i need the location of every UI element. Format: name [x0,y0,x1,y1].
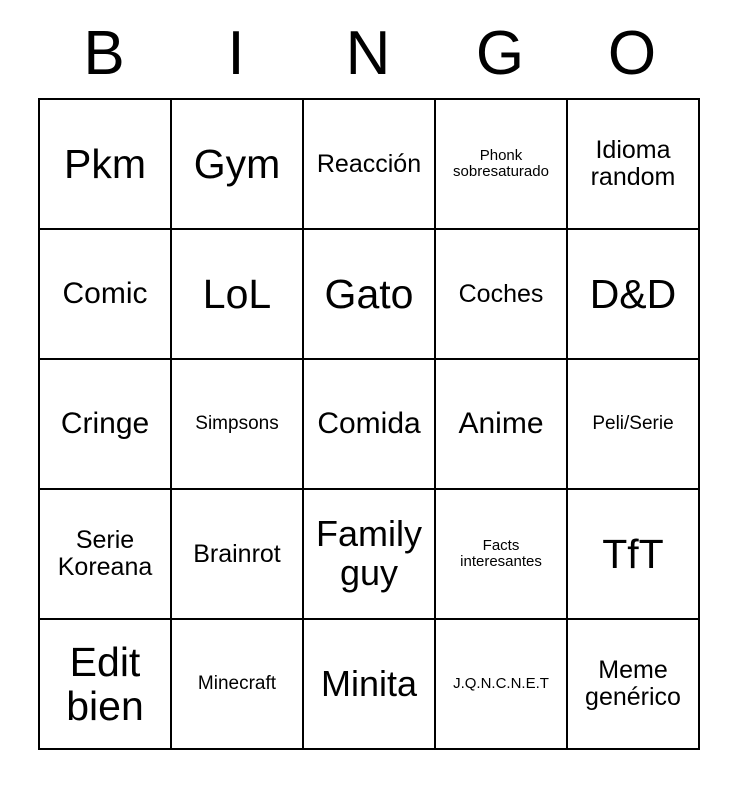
bingo-cell-label: Comida [317,406,421,440]
bingo-cell-r4c2[interactable] [172,490,304,620]
bingo-cell-label: Coches [458,279,544,308]
bingo-cell-label: Comic [62,276,148,310]
bingo-cell-r1c4[interactable] [436,100,568,230]
bingo-cell-r3c5[interactable] [568,360,700,490]
bingo-cell-label: Simpsons [195,412,279,434]
bingo-cell-r4c1[interactable] [40,490,172,620]
bingo-cell-r2c1[interactable] [40,230,172,360]
bingo-cell-label: TfT [602,530,664,577]
header-letter-o: O [607,19,657,88]
bingo-cell-r4c4[interactable] [436,490,568,620]
bingo-cell-label: Family guy [316,513,422,593]
bingo-header-row [38,10,698,98]
header-letter-i: I [227,19,245,88]
bingo-cell-r4c3[interactable] [304,490,436,620]
header-letter-g: G [475,19,525,88]
bingo-cell-r1c1[interactable] [40,100,172,230]
bingo-cell-r1c3[interactable] [304,100,436,230]
bingo-cell-label: Reacción [316,149,422,178]
bingo-grid [38,98,700,750]
bingo-cell-label: D&D [589,270,677,317]
bingo-cell-r5c1[interactable] [40,620,172,750]
bingo-cell-label: Brainrot [193,539,281,568]
bingo-cell-label: Minita [320,662,418,704]
bingo-cell-r4c5[interactable] [568,490,700,620]
bingo-cell-label: Gato [324,270,414,317]
bingo-cell-r3c2[interactable] [172,360,304,490]
bingo-cell-r1c5[interactable] [568,100,700,230]
bingo-cell-label: Serie Koreana [57,526,153,581]
bingo-cell-r5c5[interactable] [568,620,700,750]
header-letter-n: N [345,19,391,88]
bingo-cell-label: Peli/Serie [592,412,674,434]
header-letter-b: B [83,19,125,88]
bingo-cell-r5c3[interactable] [304,620,436,750]
bingo-cell-r3c4[interactable] [436,360,568,490]
bingo-cell-label: Anime [458,406,544,440]
bingo-cell-r5c2[interactable] [172,620,304,750]
bingo-cell-r3c1[interactable] [40,360,172,490]
bingo-cell-label: Pkm [64,140,146,187]
bingo-cell-label: Cringe [60,406,150,440]
bingo-cell-label: Facts interesantes [460,536,542,570]
bingo-cell-label: Idioma random [590,136,676,191]
bingo-cell-label: Meme genérico [585,656,681,711]
bingo-cell-label: Gym [193,140,281,187]
bingo-cell-label: Edit bien [66,638,144,729]
bingo-cell-label: Minecraft [197,672,277,694]
bingo-cell-label: J.Q.N.C.N.E.T [453,674,549,692]
bingo-cell-r2c3[interactable] [304,230,436,360]
bingo-cell-label: LoL [202,270,272,317]
bingo-cell-r1c2[interactable] [172,100,304,230]
bingo-cell-label: Phonk sobresaturado [453,146,549,180]
bingo-cell-r2c2[interactable] [172,230,304,360]
bingo-cell-r5c4[interactable] [436,620,568,750]
bingo-cell-r2c5[interactable] [568,230,700,360]
bingo-cell-r3c3[interactable] [304,360,436,490]
bingo-cell-r2c4[interactable] [436,230,568,360]
